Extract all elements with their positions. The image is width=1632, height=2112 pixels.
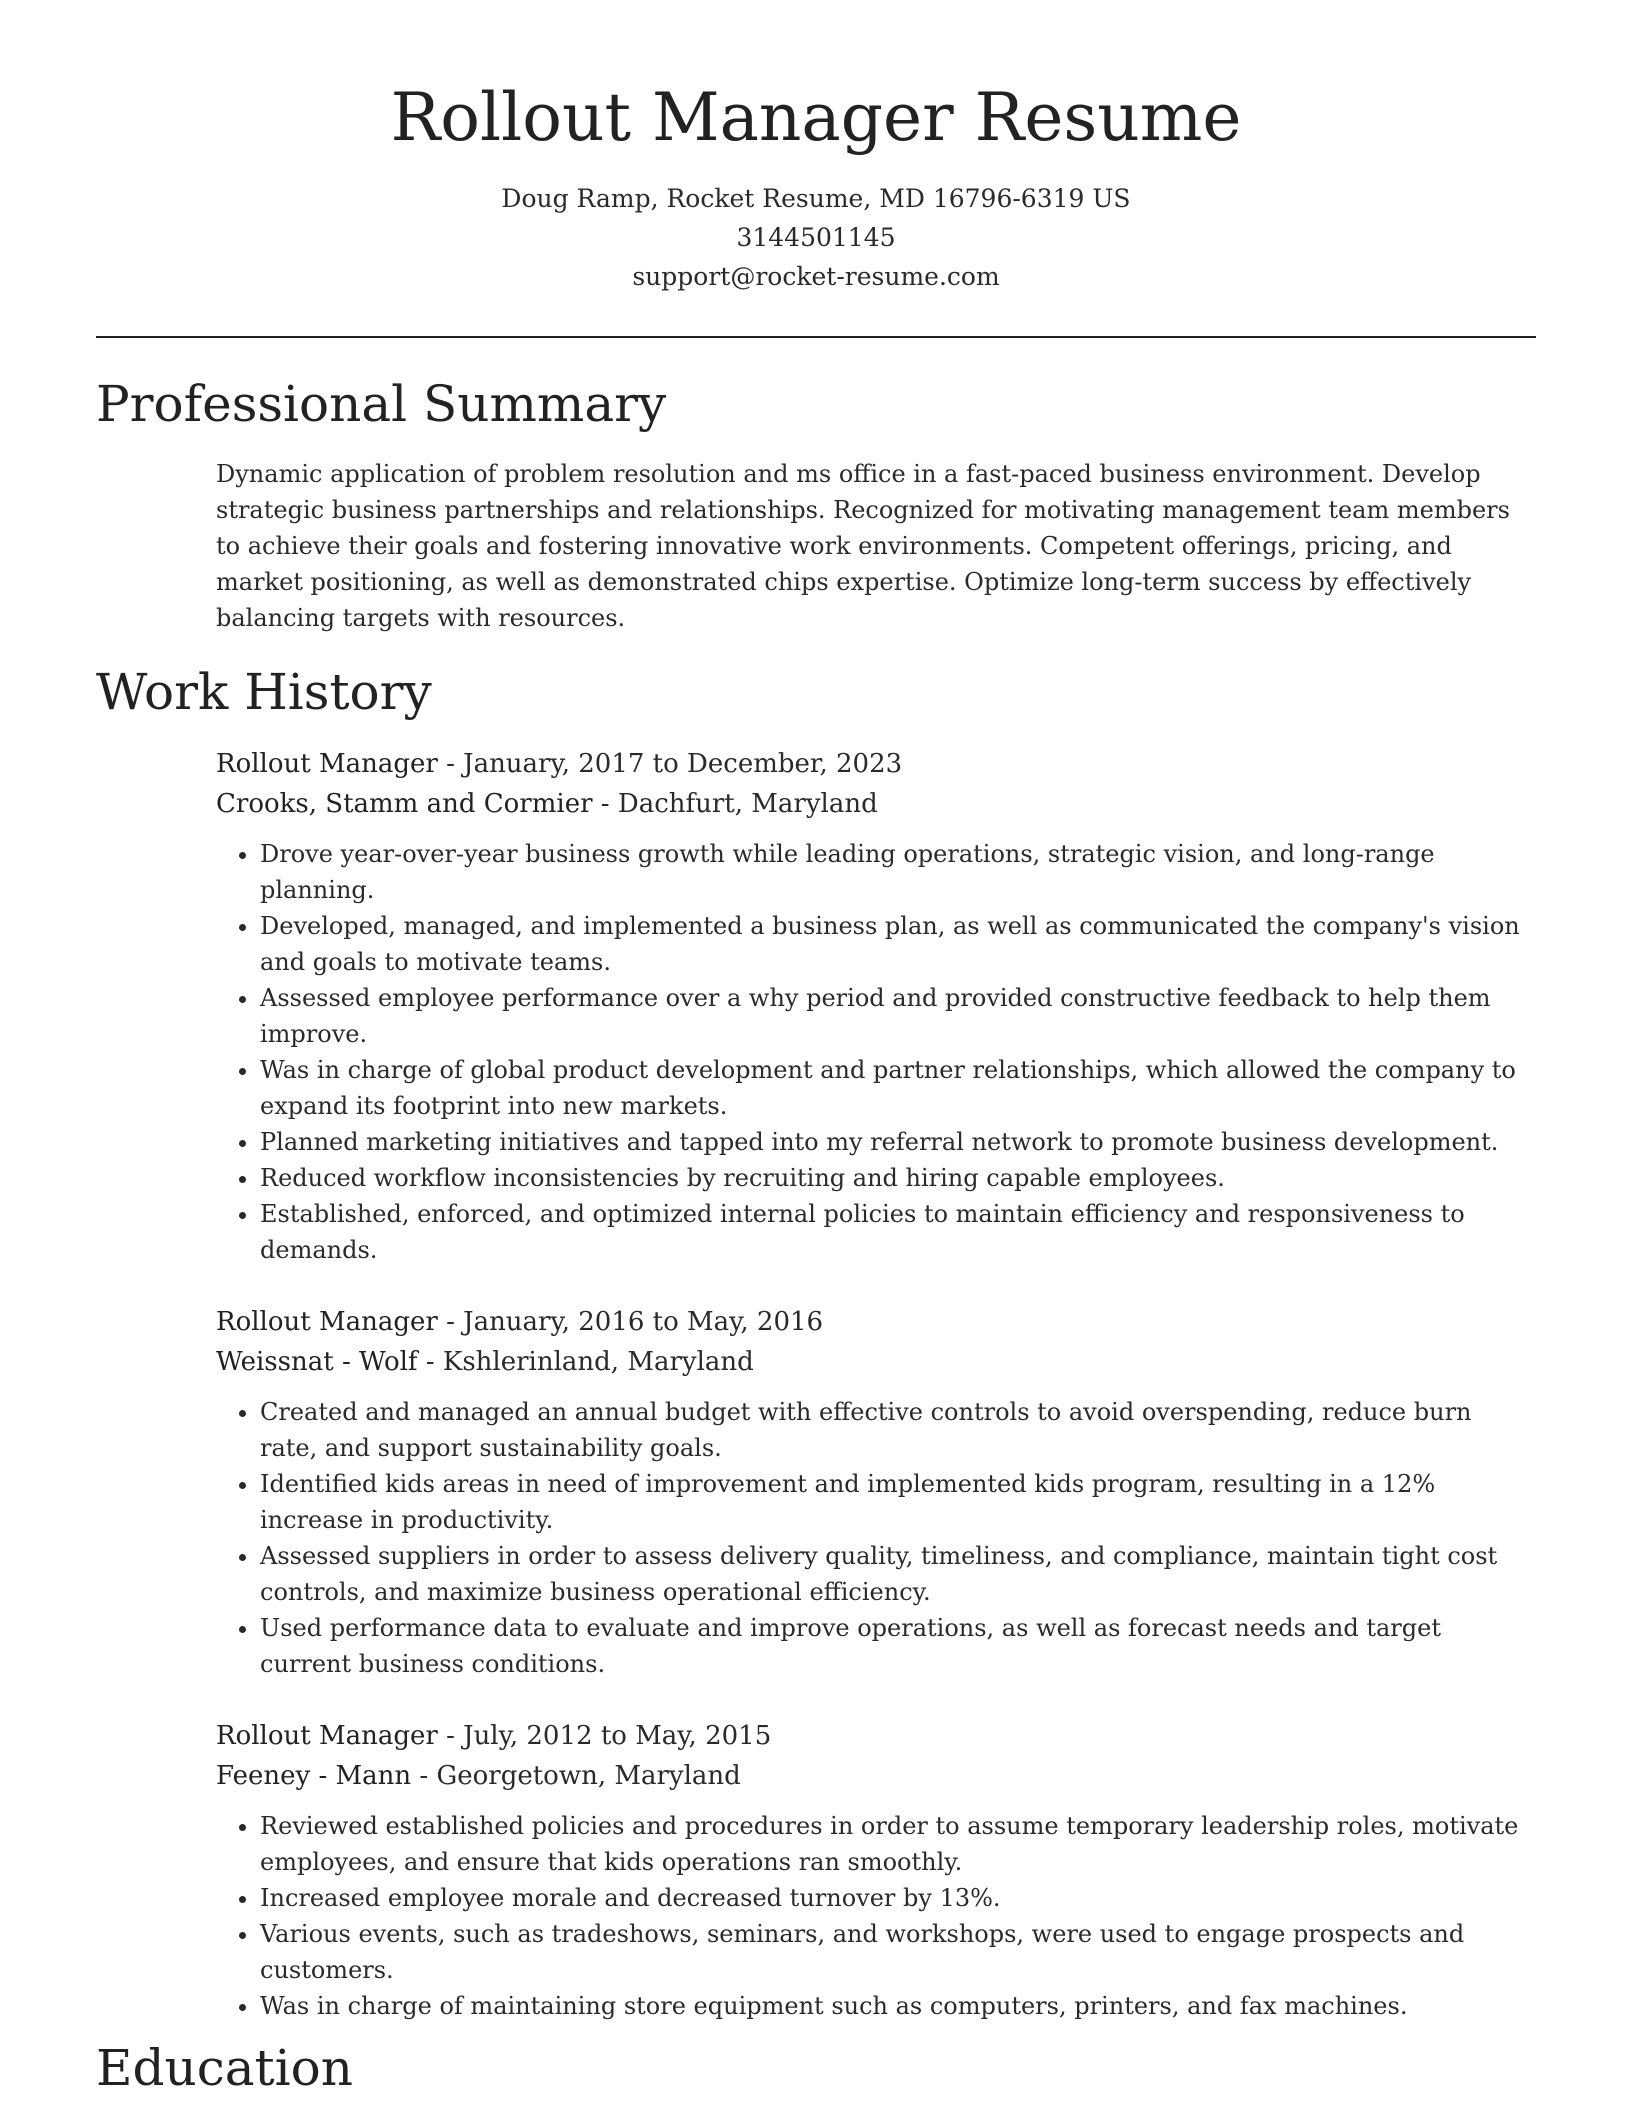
job-bullet: • Reduced workflow inconsistencies by recruiting and hiring capable employees. [260,1160,1536,1196]
work-section [96,662,1536,2024]
job-bullet: • Used performance data to evaluate and improve operations, as well as forecast needs and target current business conditions. [260,1610,1536,1682]
job-title: Rollout Manager [216,749,438,780]
job-location: Dachfurt, Maryland [617,789,878,820]
contact-block [96,179,1536,296]
education-heading: Education [96,2039,353,2098]
job-title-line: Rollout Manager - July, 2012 to May, 2015 [216,1721,772,1752]
job-dates: January, 2017 to December, 2023 [463,749,903,780]
job-bullet: • Identified kids areas in need of improvement and implemented kids program, resulting in a 12% increase in productivity. [260,1466,1536,1538]
summary-heading: Professional Summary [96,375,667,434]
job-bullet: • Assessed suppliers in order to assess delivery quality, timeliness, and compliance, maintain tight cost controls, and maximize business operational efficiency. [260,1538,1536,1610]
resume-header [96,0,1536,296]
job-bullet: • Was in charge of global product development and partner relationships, which allowed the company to expand its footprint into new markets. [260,1052,1536,1124]
job-bullet: • Increased employee morale and decreased turnover by 13%. [260,1880,1536,1916]
resume-title: Rollout Manager Resume [390,79,1242,156]
contact-address: Doug Ramp, Rocket Resume, MD 16796-6319 US [501,184,1131,214]
work-heading: Work History [96,663,432,722]
job-title-line: Rollout Manager - January, 2017 to December, 2023 [216,749,903,780]
contact-email: support@rocket-resume.com [632,262,1000,292]
job-bullet: • Various events, such as tradeshows, seminars, and workshops, were used to engage prospects and customers. [260,1916,1536,1988]
job-entry [216,744,1536,1268]
job-company-line: Crooks, Stamm and Cormier - Dachfurt, Maryland [216,789,878,820]
summary-section [96,374,1536,636]
job-location: Georgetown, Maryland [436,1761,741,1792]
job-company: Feeney - Mann [216,1761,412,1792]
job-dates: July, 2012 to May, 2015 [463,1721,772,1752]
job-company-line: Weissnat - Wolf - Kshlerinland, Maryland [216,1347,754,1378]
job-company: Weissnat - Wolf [216,1347,418,1378]
job-location: Kshlerinland, Maryland [442,1347,754,1378]
job-bullet: • Reviewed established policies and procedures in order to assume temporary leadership roles, motivate employees, and ensure that kids operations ran smoothly. [260,1808,1536,1880]
education-section [96,2038,1536,2098]
job-title-line: Rollout Manager - January, 2016 to May, 2016 [216,1307,824,1338]
job-bullet: • Created and managed an annual budget with effective controls to avoid overspending, reduce burn rate, and support sustainability goals. [260,1394,1536,1466]
job-entry [216,1716,1536,2024]
job-company-line: Feeney - Mann - Georgetown, Maryland [216,1761,741,1792]
job-bullet: • Drove year-over-year business growth while leading operations, strategic vision, and long-range planning. [260,836,1536,908]
job-entry [216,1302,1536,1682]
job-title: Rollout Manager [216,1307,438,1338]
job-bullets [216,836,1536,1268]
job-bullet: • Was in charge of maintaining store equipment such as computers, printers, and fax machines. [260,1988,1536,2024]
job-company: Crooks, Stamm and Cormier [216,789,593,820]
job-bullet: • Established, enforced, and optimized internal policies to maintain efficiency and responsiveness to demands. [260,1196,1536,1268]
jobs-list [216,744,1536,2024]
job-dates: January, 2016 to May, 2016 [463,1307,824,1338]
job-bullets [216,1394,1536,1682]
job-bullet: • Assessed employee performance over a why period and provided constructive feedback to help them improve. [260,980,1536,1052]
header-divider [96,336,1536,338]
job-bullets [216,1808,1536,2024]
job-title: Rollout Manager [216,1721,438,1752]
job-bullet: • Planned marketing initiatives and tapped into my referral network to promote business development. [260,1124,1536,1160]
contact-phone: 3144501145 [736,223,896,253]
summary-text: Dynamic application of problem resolution and ms office in a fast-paced business environment. Develop strategic business partnerships and relationships. Recognized for motivating management team members to achieve their goals and fostering innovative work environments. Competent offerings, pricing, and market positioning, as well as demonstrated chips expertise. Optimize long-term success by effectively balancing targets with resources. [216,460,1510,633]
job-bullet: • Developed, managed, and implemented a business plan, as well as communicated the company's vision and goals to motivate teams. [260,908,1536,980]
